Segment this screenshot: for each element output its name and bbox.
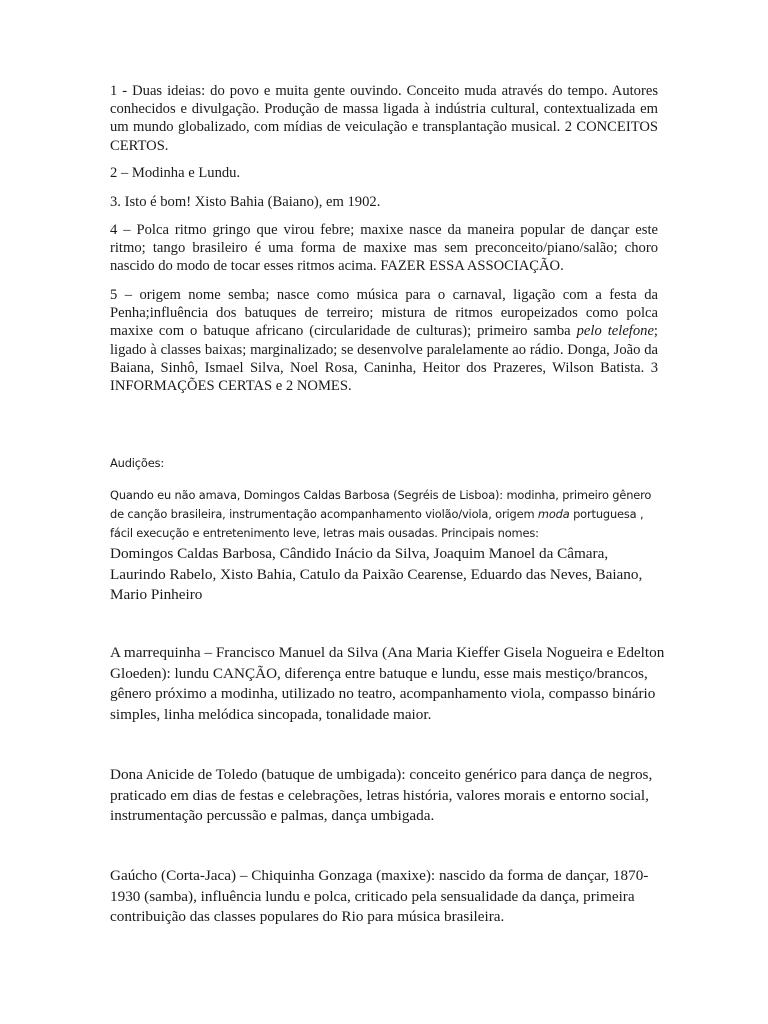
item-1: 1 - Duas ideias: do povo e muita gente ouvindo. Conceito muda através do tempo. Autores conhecidos e divulgação. Produção de massa ligada à indústria cultural, contextualizada em um mundo globalizado, com mídias de veiculação e transplantação musical. 2 CONCEITOS CERTOS. (110, 83, 658, 154)
item-2: 2 – Modinha e Lundu. (110, 165, 241, 181)
item-5-text-b: ; ligado à classes baixas; marginalizado; se desenvolve paralelamente ao rádio. Donga, João da Baiana, Sinhô, Ismael Silva, Noel Rosa, Caninha, Heitor dos Prazeres, Wilson Batista. 3 INFORMAÇÕES CERTAS e 2 NOMES. (110, 323, 658, 395)
audicao-first-italic: moda (537, 507, 570, 521)
item-5-italic: pelo telefone (576, 323, 654, 340)
item-5-text-a: 5 – origem nome semba; nasce como música para o carnaval, ligação com a festa da Penha;influência dos batuques de terreiro; mistura de ritmos europeizados como polca maxixe com o batuque africano (circularidade de culturas); primeiro samba (110, 287, 658, 340)
audicao-first (110, 486, 666, 543)
audicoes-heading: Audições: (110, 456, 165, 470)
audicao-first-a: Quando eu não amava, Domingos Caldas Barbosa (Segréis de Lisboa): modinha, primeiro gênero de canção brasileira, instrumentação acompanhamento violão/viola, origem (110, 488, 652, 521)
audicao-first-b: portuguesa , fácil execução e entretenimento leve, letras mais ousadas. Principais nomes: (110, 507, 644, 540)
item-4 (110, 221, 658, 276)
audicao-anicide: Dona Anicide de Toledo (batuque de umbigada): conceito genérico para dança de negros, praticado em dias de festas e celebrações, letras história, valores morais e entorno social, instrumentação percussão e palmas, dança umbigada. (110, 766, 653, 825)
audicao-names: Domingos Caldas Barbosa, Cândido Inácio da Silva, Joaquim Manoel da Câmara, Laurindo Rabelo, Xisto Bahia, Catulo da Paixão Cearense, Eduardo das Neves, Baiano, Mario Pinheiro (110, 545, 643, 604)
audicao-marrequinha: A marrequinha – Francisco Manuel da Silva (Ana Maria Kieffer Gisela Nogueira e Edelton Gloeden): lundu CANÇÃO, diferença entre batuque e lundu, esse mais mestiço/brancos, gênero próximo a modinha, utilizado no teatro, acompanhamento viola, compasso binário simples, linha melódica sincopada, tonalidade maior. (110, 644, 665, 724)
item-4-text: 4 – Polca ritmo gringo que virou febre; maxixe nasce da maneira popular de dançar este ritmo; tango brasileiro é uma forma de maxixe mas sem preconceito/piano/salão; choro nascido do modo de tocar esses ritmos acima. FAZER ESSA ASSOCIAÇÃO. (110, 222, 658, 275)
audicao-gaucho: Gaúcho (Corta-Jaca) – Chiquinha Gonzaga (maxixe): nascido da forma de dançar, 1870-1930 (samba), influência lundu e polca, criticado pela sensualidade da dança, primeira contribuição das classes populares do Rio para música brasileira. (110, 867, 649, 926)
item-5 (110, 286, 658, 395)
item-3: 3. Isto é bom! Xisto Bahia (Baiano), em 1902. (110, 194, 381, 210)
